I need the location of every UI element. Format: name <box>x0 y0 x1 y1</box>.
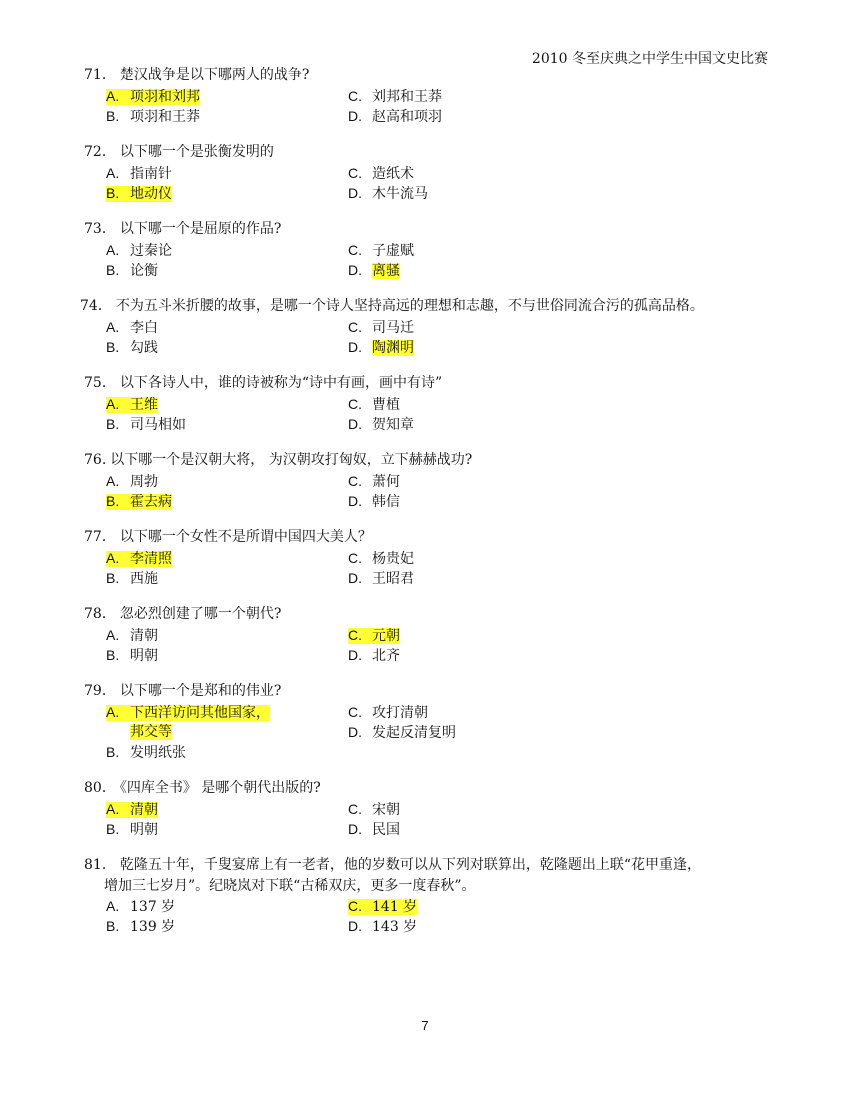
question-number: 76. <box>84 452 107 468</box>
option-a[interactable]: A. 项羽和刘邦 <box>106 88 200 105</box>
option-c[interactable]: C. 元朝 <box>348 627 400 644</box>
question-text: 忽必烈创建了哪一个朝代? <box>119 606 282 622</box>
question-list <box>80 64 784 951</box>
option-a[interactable]: A. 下西洋访问其他国家， <box>106 704 270 721</box>
option-c[interactable]: C. 子虚赋 <box>348 242 414 259</box>
question-text: 以下哪一个是汉朝大将， 为汉朝攻打匈奴，立下赫赫战功? <box>110 452 473 468</box>
option-c[interactable]: C. 曹植 <box>348 396 400 413</box>
options <box>106 799 784 839</box>
options <box>106 625 784 665</box>
option-a[interactable]: A. 指南针 <box>106 165 172 182</box>
question-73 <box>84 218 784 280</box>
options <box>106 86 784 126</box>
option-b[interactable]: B. 西施 <box>106 570 158 587</box>
question-stem <box>84 777 784 799</box>
question-text: 不为五斗米折腰的故事，是哪一个诗人坚持高远的理想和志趣，不与世俗同流合污的孤高品格。 <box>115 298 704 314</box>
question-text: 以下哪一个女性不是所谓中国四大美人？ <box>119 529 372 545</box>
options <box>106 394 784 434</box>
question-stem <box>84 449 784 471</box>
option-c[interactable]: C. 司马迁 <box>348 319 414 336</box>
options <box>106 896 784 936</box>
option-c[interactable]: C. 杨贵妃 <box>348 550 414 567</box>
question-81 <box>84 854 784 936</box>
question-number: 72． <box>84 144 116 160</box>
option-c[interactable]: C. 刘邦和王莽 <box>348 88 442 105</box>
option-b[interactable]: B. 项羽和王莽 <box>106 108 200 125</box>
question-number: 80． <box>84 780 116 796</box>
question-71 <box>84 64 784 126</box>
option-c[interactable]: C. 造纸术 <box>348 165 414 182</box>
option-b[interactable]: B. 勾践 <box>106 339 158 356</box>
question-stem <box>84 603 784 625</box>
question-number: 78． <box>84 606 116 622</box>
option-b[interactable]: B. 139 岁 <box>106 918 176 935</box>
option-a-continued: 邦交等 <box>130 724 172 740</box>
question-stem <box>84 372 784 394</box>
question-number: 77． <box>84 529 116 545</box>
option-d[interactable]: D. 赵高和项羽 <box>348 108 442 125</box>
options <box>106 702 784 762</box>
page-number: 7 <box>421 1018 429 1033</box>
option-a[interactable]: A. 周勃 <box>106 473 158 490</box>
option-d[interactable]: D. 143 岁 <box>348 918 418 935</box>
question-stem <box>80 295 784 317</box>
question-text: 以下哪一个是张衡发明的 <box>119 144 274 160</box>
question-77 <box>84 526 784 588</box>
question-80 <box>84 777 784 839</box>
option-c[interactable]: C. 攻打清朝 <box>348 704 428 721</box>
option-b[interactable]: B. 明朝 <box>106 647 158 664</box>
question-text: 以下哪一个是屈原的作品? <box>119 221 282 237</box>
option-d[interactable]: D. 韩信 <box>348 493 400 510</box>
option-a[interactable]: A. 王维 <box>106 396 158 413</box>
option-c[interactable]: C. 141 岁 <box>348 898 418 915</box>
option-d[interactable]: D. 木牛流马 <box>348 185 428 202</box>
question-text: 《四库全书》 是哪个朝代出版的? <box>119 780 321 796</box>
question-number: 75． <box>84 375 116 391</box>
option-c[interactable]: C. 萧何 <box>348 473 400 490</box>
question-78 <box>84 603 784 665</box>
option-d[interactable]: D. 离骚 <box>348 262 400 279</box>
option-d[interactable]: D. 陶渊明 <box>348 339 414 356</box>
question-stem <box>84 854 784 876</box>
question-stem <box>84 218 784 240</box>
question-number: 73． <box>84 221 116 237</box>
option-d[interactable]: D. 发起反清复明 <box>348 724 456 741</box>
option-a[interactable]: A. 过秦论 <box>106 242 172 259</box>
options <box>106 240 784 280</box>
options <box>106 163 784 203</box>
question-74 <box>80 295 784 357</box>
option-d[interactable]: D. 贺知章 <box>348 416 414 433</box>
question-number: 79． <box>84 683 116 699</box>
option-b[interactable]: B. 发明纸张 <box>106 744 186 761</box>
option-a[interactable]: A. 李清照 <box>106 550 172 567</box>
option-b[interactable]: B. 明朝 <box>106 821 158 838</box>
question-number: 81． <box>84 857 116 873</box>
question-stem <box>84 141 784 163</box>
option-d[interactable]: D. 民国 <box>348 821 400 838</box>
question-76 <box>84 449 784 511</box>
question-75 <box>84 372 784 434</box>
question-text-continued: 增加三七岁月”。纪晓岚对下联“古稀双庆，更多一度春秋”。 <box>104 878 476 894</box>
options <box>106 317 784 357</box>
option-b[interactable]: B. 论衡 <box>106 262 158 279</box>
question-79 <box>84 680 784 762</box>
option-d[interactable]: D. 王昭君 <box>348 570 414 587</box>
question-text: 乾隆五十年，千叟宴席上有一老者，他的岁数可以从下列对联算出，乾隆题出上联“花甲重逢， <box>119 857 701 873</box>
options <box>106 548 784 588</box>
question-stem <box>84 64 784 86</box>
question-number: 74． <box>80 298 112 314</box>
question-stem <box>84 526 784 548</box>
option-b[interactable]: B. 霍去病 <box>106 493 172 510</box>
question-text: 以下各诗人中，谁的诗被称为“诗中有画，画中有诗” <box>119 375 443 391</box>
option-b[interactable]: B. 地动仪 <box>106 185 172 202</box>
option-a[interactable]: A. 137 岁 <box>106 898 176 915</box>
option-d[interactable]: D. 北齐 <box>348 647 400 664</box>
option-a[interactable]: A. 清朝 <box>106 627 158 644</box>
option-a[interactable]: A. 李白 <box>106 319 158 336</box>
option-b[interactable]: B. 司马相如 <box>106 416 186 433</box>
page-header: 2010 冬至庆典之中学生中国文史比赛 <box>531 51 768 67</box>
option-a[interactable]: A. 清朝 <box>106 801 158 818</box>
question-text: 楚汉战争是以下哪两人的战争? <box>119 67 310 83</box>
question-stem <box>84 680 784 702</box>
question-text: 以下哪一个是郑和的伟业? <box>119 683 282 699</box>
question-number: 71． <box>84 67 116 83</box>
question-72 <box>84 141 784 203</box>
options <box>106 471 784 511</box>
option-c[interactable]: C. 宋朝 <box>348 801 400 818</box>
